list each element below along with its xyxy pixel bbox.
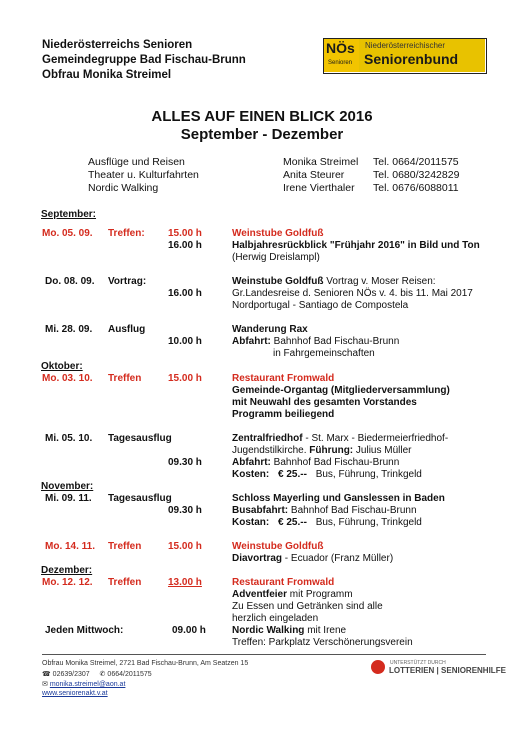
event-time: 15.00 h [168, 373, 202, 384]
footer-web-link[interactable]: www.seniorenakt.v.at [42, 690, 108, 697]
event-desc: Bahnhof Bad Fischau-Brunn [273, 336, 400, 347]
event-label: Busabfahrt: [232, 505, 289, 516]
event-time: 13.00 h [168, 577, 202, 588]
event-cost: € 25.-- [278, 517, 307, 528]
contact-topic: Theater u. Kulturfahrten [88, 169, 199, 181]
section-oktober: Oktober: [41, 361, 83, 372]
logo-mark-sub: Senioren [328, 60, 353, 66]
event-type: Tagesausflug [108, 493, 172, 504]
event-venue: Restaurant Fromwald [232, 373, 335, 384]
event-type: Treffen: [108, 228, 145, 239]
event-label: Führung: [309, 445, 354, 456]
logo-line1: Niederösterreichischer [365, 41, 446, 50]
event-time: 15.00 h [168, 541, 202, 552]
event-desc: - Ecuador (Franz Müller) [284, 553, 394, 564]
contact-name: Anita Steurer [283, 169, 345, 181]
event-type: Treffen [108, 373, 142, 384]
event-title: Zentralfriedhof [232, 433, 303, 444]
event-type: Treffen [108, 541, 142, 552]
page-title: ALLES AUF EINEN BLICK 2016 [151, 108, 373, 125]
event-desc: mit Neuwahl des gesamten Vorstandes [232, 397, 417, 408]
event-date: Mi. 09. 11. [45, 493, 92, 504]
event-time: 16.00 h [168, 288, 202, 299]
contact-phone: Tel. 0676/6088011 [373, 182, 459, 194]
logo-mark: NÖs [326, 40, 355, 56]
event-title: Diavortrag [232, 553, 283, 564]
event-desc: herzlich eingeladen [232, 613, 319, 624]
event-label: Abfahrt: [232, 457, 271, 468]
event-date: Mo. 12. 12. [42, 577, 93, 588]
event-date: Jeden Mittwoch: [45, 625, 124, 636]
event-desc: Bahnhof Bad Fischau-Brunn [273, 457, 400, 468]
event-label: Abfahrt: [232, 336, 271, 347]
org-name: Niederösterreichs Senioren [42, 39, 193, 51]
event-desc: (Herwig Dreislampl) [232, 252, 320, 263]
event-title: Nordic Walking [232, 625, 305, 636]
event-time: 09.30 h [168, 505, 202, 516]
event-type: Tagesausflug [108, 433, 172, 444]
footer-address: Obfrau Monika Streimel, 2721 Bad Fischau-Brunn, Am Seatzen 15 [42, 660, 249, 667]
event-date: Do. 08. 09. [45, 276, 95, 287]
event-label: Kostan: [232, 517, 270, 528]
event-type: Ausflug [108, 324, 146, 335]
event-desc: Bus, Führung, Trinkgeld [315, 517, 422, 528]
logo-line2: Seniorenbund [364, 51, 459, 67]
section-september: September: [41, 209, 97, 220]
event-desc: Zu Essen und Getränken sind alle [232, 601, 383, 612]
lotterien-name: LOTTERIEN | SENIORENHILFE [389, 666, 506, 675]
event-type: Vortrag: [108, 276, 147, 287]
contact-topic: Nordic Walking [88, 182, 159, 194]
event-desc: Treffen: Parkplatz Verschönerungsverein [232, 637, 413, 648]
lotterien-small: UNTERSTÜTZT DURCH [390, 660, 446, 666]
event-venue: Weinstube Goldfuß [232, 541, 324, 552]
event-title: Schloss Mayerling und Ganslessen in Baden [232, 493, 445, 504]
event-venue: Weinstube Goldfuß [232, 276, 324, 287]
event-time: 09.00 h [172, 625, 206, 636]
event-desc: - St. Marx - Biedermeierfriedhof- [305, 433, 449, 444]
event-desc: Julius Müller [355, 445, 412, 456]
event-desc: Nordportugal - Santiago de Compostela [232, 300, 409, 311]
event-desc: Vortrag v. Moser Reisen: [326, 276, 436, 287]
org-chair: Obfrau Monika Streimel [42, 69, 172, 81]
contact-name: Irene Vierthaler [283, 182, 355, 194]
page-subtitle: September - Dezember [180, 126, 344, 143]
event-time: 09.30 h [168, 457, 202, 468]
event-desc: Bus, Führung, Trinkgeld [315, 469, 422, 480]
mail-icon: ✉ [42, 681, 50, 688]
event-desc: Bahnhof Bad Fischau-Brunn [290, 505, 417, 516]
event-date: Mo. 03. 10. [42, 373, 93, 384]
event-time: 10.00 h [168, 336, 202, 347]
footer-email-link[interactable]: monika.streimel@aon.at [49, 681, 126, 688]
footer-phones [42, 670, 152, 678]
event-venue: Restaurant Fromwald [232, 577, 335, 588]
footer-divider [42, 654, 486, 655]
event-type: Treffen [108, 577, 142, 588]
event-date: Mi. 05. 10. [45, 433, 93, 444]
event-desc: Gr.Landesreise d. Senioren NÖs v. 4. bis 11. Mai 2017 [232, 288, 473, 299]
section-dezember: Dezember: [41, 565, 93, 576]
contact-phone: Tel. 0680/3242829 [373, 169, 460, 181]
section-november: November: [41, 481, 94, 492]
footer-phone: 02639/2307 [52, 671, 90, 678]
footer-web-row [42, 690, 108, 697]
event-date: Mo. 14. 11. [45, 541, 96, 552]
mobile-icon: ✆ [99, 671, 108, 678]
event-date: Mi. 28. 09. [45, 324, 93, 335]
event-desc: Gemeinde-Organtag (Mitgliederversammlung) [232, 385, 450, 396]
event-desc: Programm beiliegend [232, 409, 335, 420]
event-desc: Halbjahresrückblick "Frühjahr 2016" in Bild und Ton [232, 240, 480, 251]
event-time: 15.00 h [168, 228, 202, 239]
event-desc: mit Programm [289, 589, 353, 600]
event-cost: € 25.-- [278, 469, 307, 480]
footer-mobile: 0664/2011575 [107, 671, 152, 678]
event-title: Adventfeier [232, 589, 288, 600]
event-desc: Jugendstilkirche. [232, 445, 307, 456]
org-group: Gemeindegruppe Bad Fischau-Brunn [42, 54, 246, 66]
contact-name: Monika Streimel [283, 156, 359, 168]
event-desc: in Fahrgemeinschaften [273, 348, 375, 359]
footer-email-row [42, 680, 125, 688]
contact-phone: Tel. 0664/2011575 [373, 156, 459, 168]
event-label: Kosten: [232, 469, 270, 480]
phone-icon: ☎ [42, 671, 53, 678]
contact-topic: Ausflüge und Reisen [88, 156, 185, 168]
event-title: Wanderung Rax [232, 324, 308, 335]
event-venue: Weinstube Goldfuß [232, 228, 324, 239]
event-time: 16.00 h [168, 240, 202, 251]
event-desc: mit Irene [307, 625, 347, 636]
event-date: Mo. 05. 09. [42, 228, 93, 239]
lotterien-icon [371, 660, 385, 674]
